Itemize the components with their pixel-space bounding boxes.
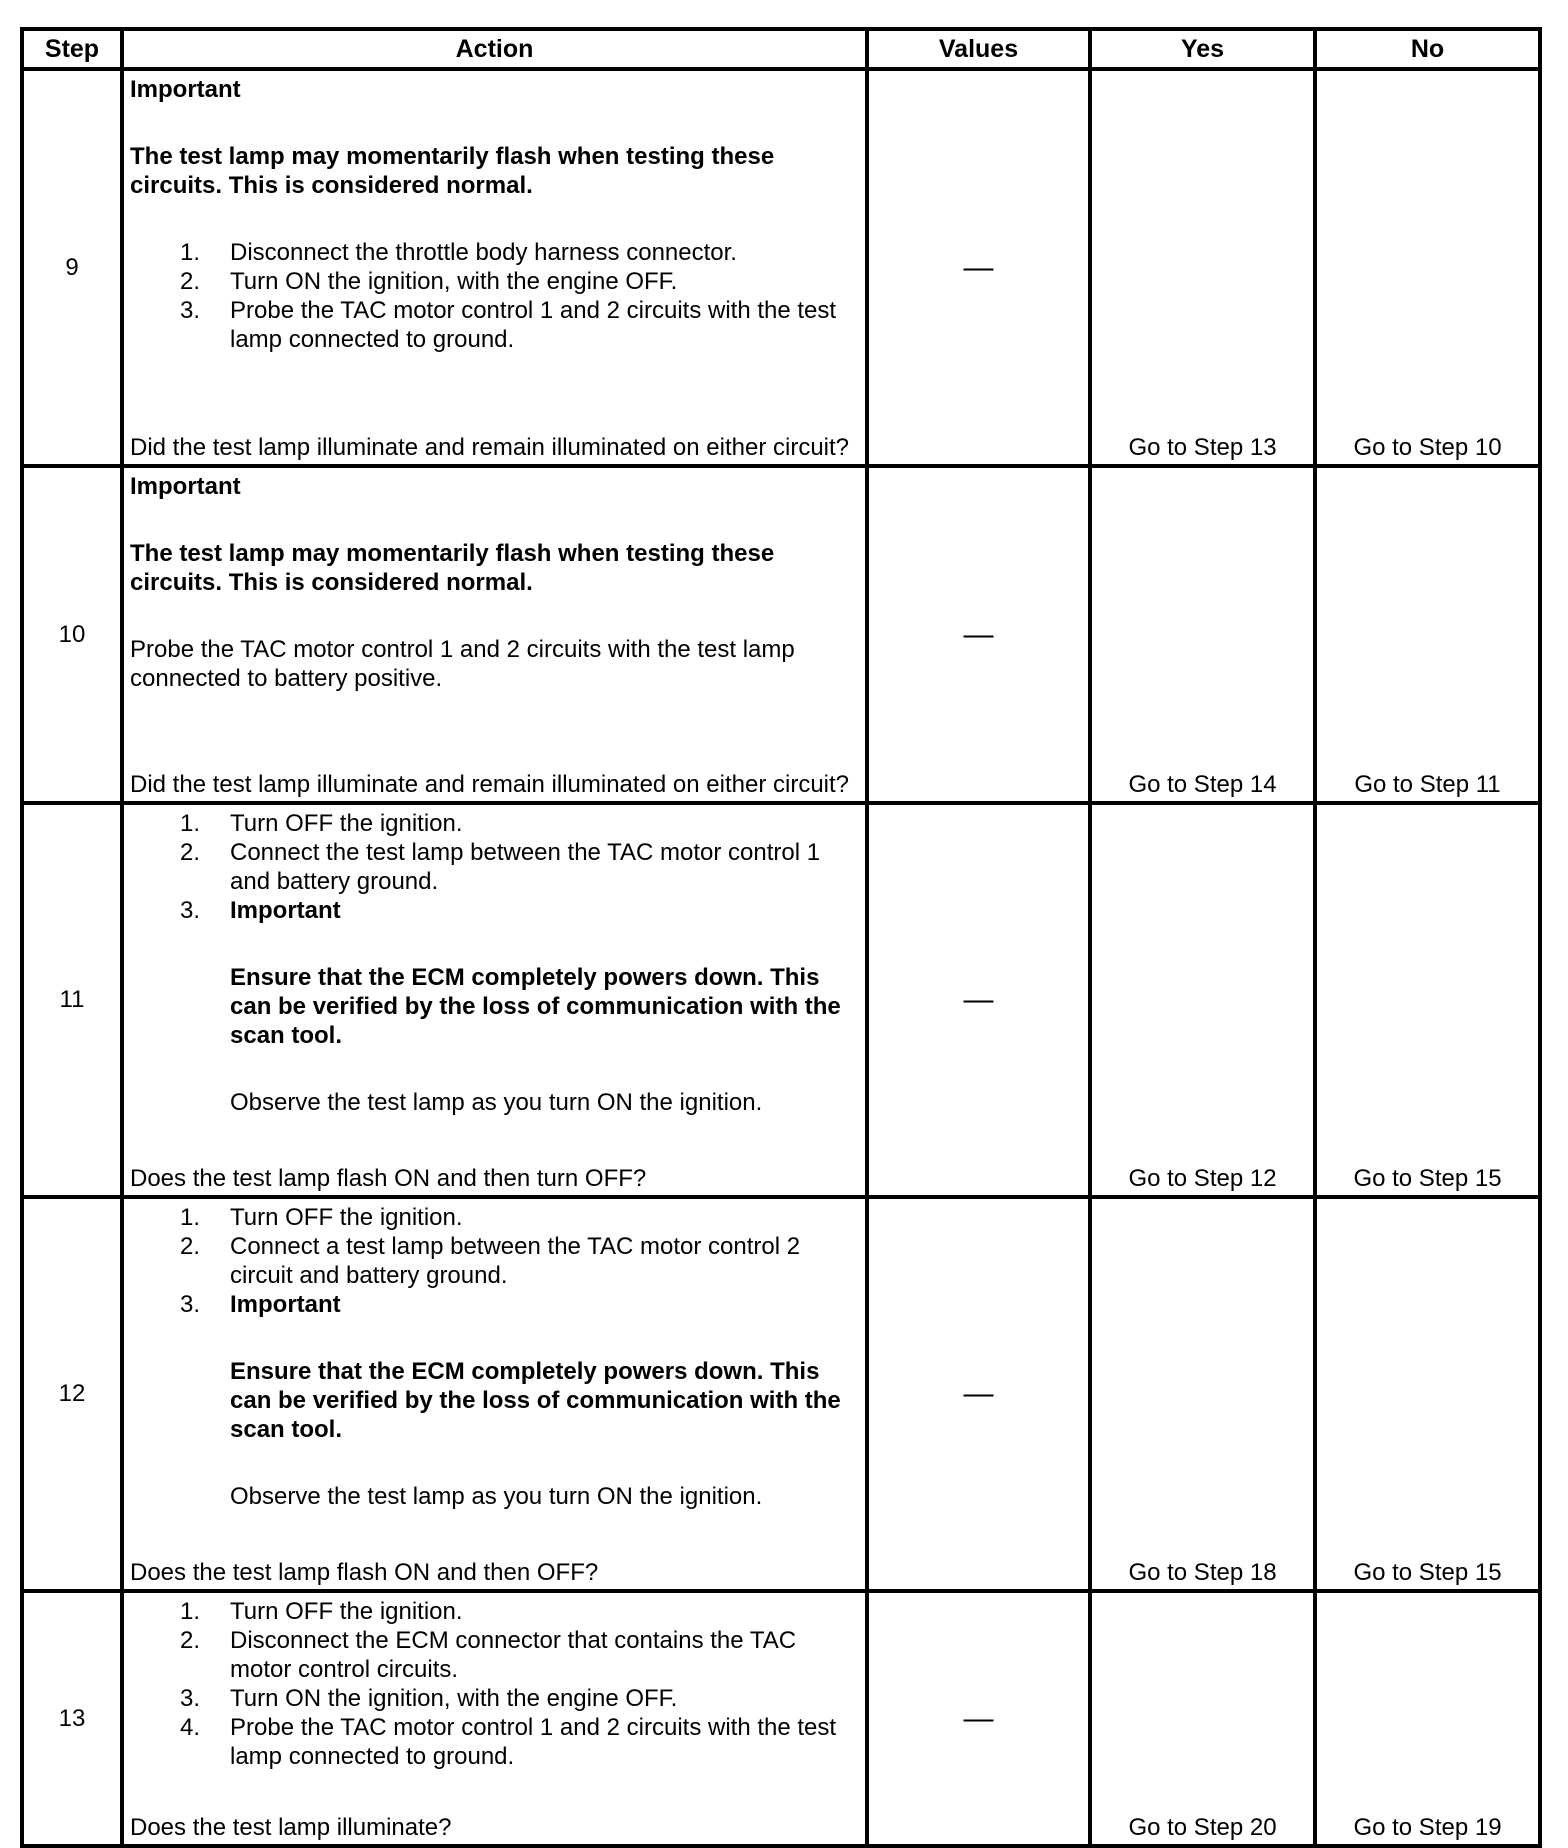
list-item: 1. Turn OFF the ignition. [180, 1598, 463, 1625]
observe-text: Observe the test lamp as you turn ON the ignition. [230, 1483, 763, 1510]
yes-cell: Go to Step 12 [1090, 803, 1315, 1197]
no-cell: Go to Step 15 [1315, 1197, 1540, 1591]
yes-cell: Go to Step 20 [1090, 1591, 1315, 1846]
values-cell: — [867, 1591, 1090, 1846]
step-number: 10 [22, 466, 122, 803]
list-item: 3. Probe the TAC motor control 1 and 2 circuits with the test lamp connected to ground. [180, 297, 837, 353]
action-cell [122, 1197, 867, 1591]
table-row [22, 466, 1540, 803]
step-number: 9 [22, 69, 122, 466]
step-number: 12 [22, 1197, 122, 1591]
no-cell: Go to Step 10 [1315, 69, 1540, 466]
values-cell: — [867, 466, 1090, 803]
list-item: 1. Turn OFF the ignition. [180, 810, 463, 837]
instruction-list [130, 809, 857, 925]
header-row [22, 29, 1540, 69]
important-label: Important [130, 76, 241, 103]
list-item: 2. Turn ON the ignition, with the engine OFF. [180, 268, 678, 295]
header-yes: Yes [1090, 29, 1315, 69]
list-item: 4. Probe the TAC motor control 1 and 2 circuits with the test lamp connected to ground. [180, 1714, 837, 1770]
table-row [22, 1591, 1540, 1846]
table-row [22, 803, 1540, 1197]
values-cell: — [867, 1197, 1090, 1591]
observe-text: Observe the test lamp as you turn ON the ignition. [230, 1089, 763, 1116]
diagnostic-table [20, 27, 1542, 1848]
instruction-list [130, 1597, 857, 1771]
list-item: 1. Turn OFF the ignition. [180, 1204, 463, 1231]
values-cell: — [867, 69, 1090, 466]
yes-cell: Go to Step 13 [1090, 69, 1315, 466]
no-cell: Go to Step 15 [1315, 803, 1540, 1197]
header-action: Action [122, 29, 867, 69]
values-cell: — [867, 803, 1090, 1197]
question-text: Did the test lamp illuminate and remain illuminated on either circuit? [130, 434, 850, 461]
no-cell: Go to Step 19 [1315, 1591, 1540, 1846]
list-item: 3. Turn ON the ignition, with the engine OFF. [180, 1685, 678, 1712]
important-text: Ensure that the ECM completely powers down. This can be verified by the loss of communication with the scan tool. [230, 964, 841, 1049]
important-text: The test lamp may momentarily flash when testing these circuits. This is considered normal. [130, 540, 775, 596]
question-text: Does the test lamp flash ON and then turn OFF? [130, 1165, 647, 1192]
question-text: Does the test lamp flash ON and then OFF? [130, 1559, 599, 1586]
action-cell [122, 466, 867, 803]
action-cell [122, 803, 867, 1197]
header-no: No [1315, 29, 1540, 69]
instruction-list [130, 1203, 857, 1319]
important-text: Ensure that the ECM completely powers down. This can be verified by the loss of communication with the scan tool. [230, 1358, 841, 1443]
list-item: 3. Important [180, 897, 341, 924]
list-item: 2. Connect a test lamp between the TAC motor control 2 circuit and battery ground. [180, 1233, 801, 1289]
no-cell: Go to Step 11 [1315, 466, 1540, 803]
list-item: 2. Connect the test lamp between the TAC motor control 1 and battery ground. [180, 839, 821, 895]
step-number: 13 [22, 1591, 122, 1846]
step-number: 11 [22, 803, 122, 1197]
instruction-text: Probe the TAC motor control 1 and 2 circuits with the test lamp connected to battery positive. [130, 636, 795, 692]
header-step: Step [22, 29, 122, 69]
table-row [22, 69, 1540, 466]
important-text: The test lamp may momentarily flash when testing these circuits. This is considered normal. [130, 143, 775, 199]
action-cell [122, 1591, 867, 1846]
yes-cell: Go to Step 14 [1090, 466, 1315, 803]
yes-cell: Go to Step 18 [1090, 1197, 1315, 1591]
action-cell [122, 69, 867, 466]
question-text: Does the test lamp illuminate? [130, 1814, 452, 1841]
list-item: 1. Disconnect the throttle body harness connector. [180, 239, 737, 266]
header-values: Values [867, 29, 1090, 69]
list-item: 2. Disconnect the ECM connector that contains the TAC motor control circuits. [180, 1627, 797, 1683]
important-label: Important [130, 473, 241, 500]
instruction-list [130, 238, 857, 354]
table-row [22, 1197, 1540, 1591]
question-text: Did the test lamp illuminate and remain illuminated on either circuit? [130, 771, 850, 798]
list-item: 3. Important [180, 1291, 341, 1318]
